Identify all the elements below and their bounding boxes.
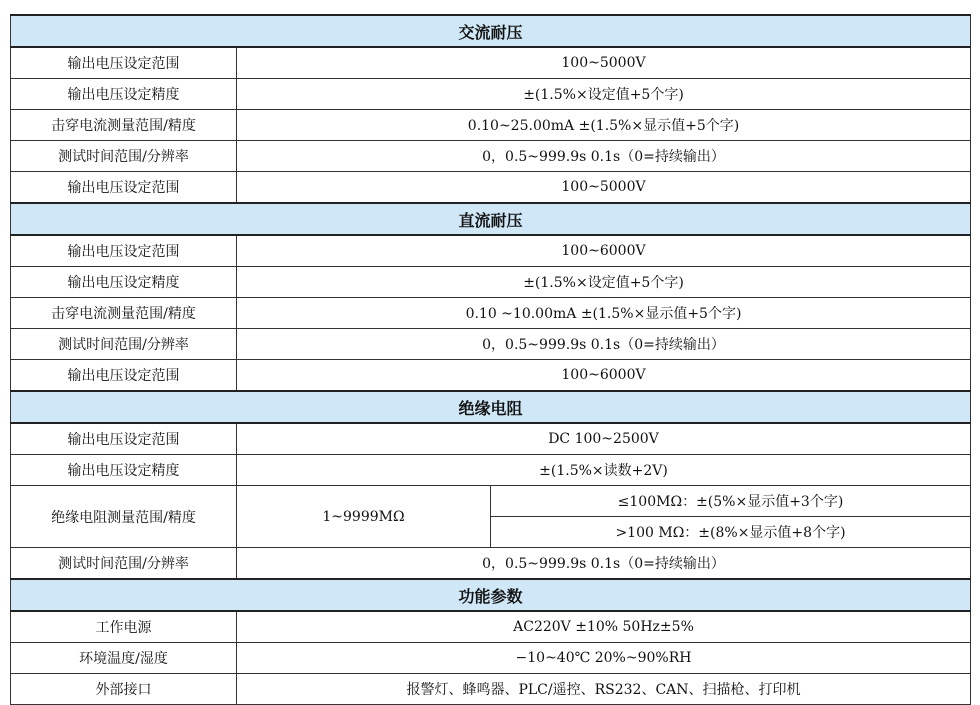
table-row bbox=[11, 298, 971, 329]
resistance-accuracy-low: ≤100MΩ：±(5%×显示值+3个字) bbox=[491, 486, 971, 517]
row-value: DC 100~2500V bbox=[237, 423, 971, 455]
row-label: 输出电压设定精度 bbox=[11, 267, 237, 298]
row-label: 击穿电流测量范围/精度 bbox=[11, 298, 237, 329]
row-label: 测试时间范围/分辨率 bbox=[11, 548, 237, 580]
spec-table bbox=[10, 14, 971, 705]
row-label: 输出电压设定精度 bbox=[11, 455, 237, 486]
resistance-range: 1~9999MΩ bbox=[237, 486, 491, 548]
row-value: AC220V ±10% 50Hz±5% bbox=[237, 611, 971, 643]
row-label: 外部接口 bbox=[11, 674, 237, 705]
row-label: 输出电压设定范围 bbox=[11, 360, 237, 392]
row-value: 0，0.5~999.9s 0.1s（0=持续输出） bbox=[237, 329, 971, 360]
row-label: 工作电源 bbox=[11, 611, 237, 643]
table-row bbox=[11, 110, 971, 141]
row-value: ±(1.5%×读数+2V) bbox=[237, 455, 971, 486]
table-row bbox=[11, 329, 971, 360]
table-row bbox=[11, 611, 971, 643]
row-label: 绝缘电阻测量范围/精度 bbox=[11, 486, 237, 548]
section-header-ac bbox=[11, 15, 971, 47]
row-label: 输出电压设定精度 bbox=[11, 79, 237, 110]
section-title: 直流耐压 bbox=[11, 203, 971, 235]
row-label: 输出电压设定范围 bbox=[11, 47, 237, 79]
table-row bbox=[11, 141, 971, 172]
row-value: 100~6000V bbox=[237, 235, 971, 267]
table-row bbox=[11, 548, 971, 580]
row-value: −10~40℃ 20%~90%RH bbox=[237, 643, 971, 674]
table-row bbox=[11, 172, 971, 204]
section-title: 绝缘电阻 bbox=[11, 391, 971, 423]
section-header-insulation bbox=[11, 391, 971, 423]
row-value: ±(1.5%×设定值+5个字) bbox=[237, 79, 971, 110]
row-label: 输出电压设定范围 bbox=[11, 172, 237, 204]
row-label: 输出电压设定范围 bbox=[11, 423, 237, 455]
section-title: 功能参数 bbox=[11, 579, 971, 611]
table-row bbox=[11, 79, 971, 110]
resistance-accuracy-high: >100 MΩ：±(8%×显示值+8个字) bbox=[491, 517, 971, 548]
row-value: 100~5000V bbox=[237, 47, 971, 79]
row-value: 100~6000V bbox=[237, 360, 971, 392]
table-row bbox=[11, 360, 971, 392]
table-row bbox=[11, 643, 971, 674]
section-header-function bbox=[11, 579, 971, 611]
section-header-dc bbox=[11, 203, 971, 235]
row-value: 报警灯、蜂鸣器、PLC/遥控、RS232、CAN、扫描枪、打印机 bbox=[237, 674, 971, 705]
row-label: 测试时间范围/分辨率 bbox=[11, 141, 237, 172]
row-value: 0，0.5~999.9s 0.1s（0=持续输出） bbox=[237, 548, 971, 580]
row-label: 测试时间范围/分辨率 bbox=[11, 329, 237, 360]
row-value: ±(1.5%×设定值+5个字) bbox=[237, 267, 971, 298]
row-value: 0.10~25.00mA ±(1.5%×显示值+5个字) bbox=[237, 110, 971, 141]
section-title: 交流耐压 bbox=[11, 15, 971, 47]
row-value: 0，0.5~999.9s 0.1s（0=持续输出） bbox=[237, 141, 971, 172]
table-row bbox=[11, 455, 971, 486]
row-label: 击穿电流测量范围/精度 bbox=[11, 110, 237, 141]
table-row bbox=[11, 47, 971, 79]
table-row bbox=[11, 267, 971, 298]
table-row bbox=[11, 423, 971, 455]
table-row bbox=[11, 674, 971, 705]
table-row bbox=[11, 486, 971, 517]
row-value: 0.10 ~10.00mA ±(1.5%×显示值+5个字) bbox=[237, 298, 971, 329]
row-label: 环境温度/湿度 bbox=[11, 643, 237, 674]
table-row bbox=[11, 235, 971, 267]
row-value: 100~5000V bbox=[237, 172, 971, 204]
row-label: 输出电压设定范围 bbox=[11, 235, 237, 267]
